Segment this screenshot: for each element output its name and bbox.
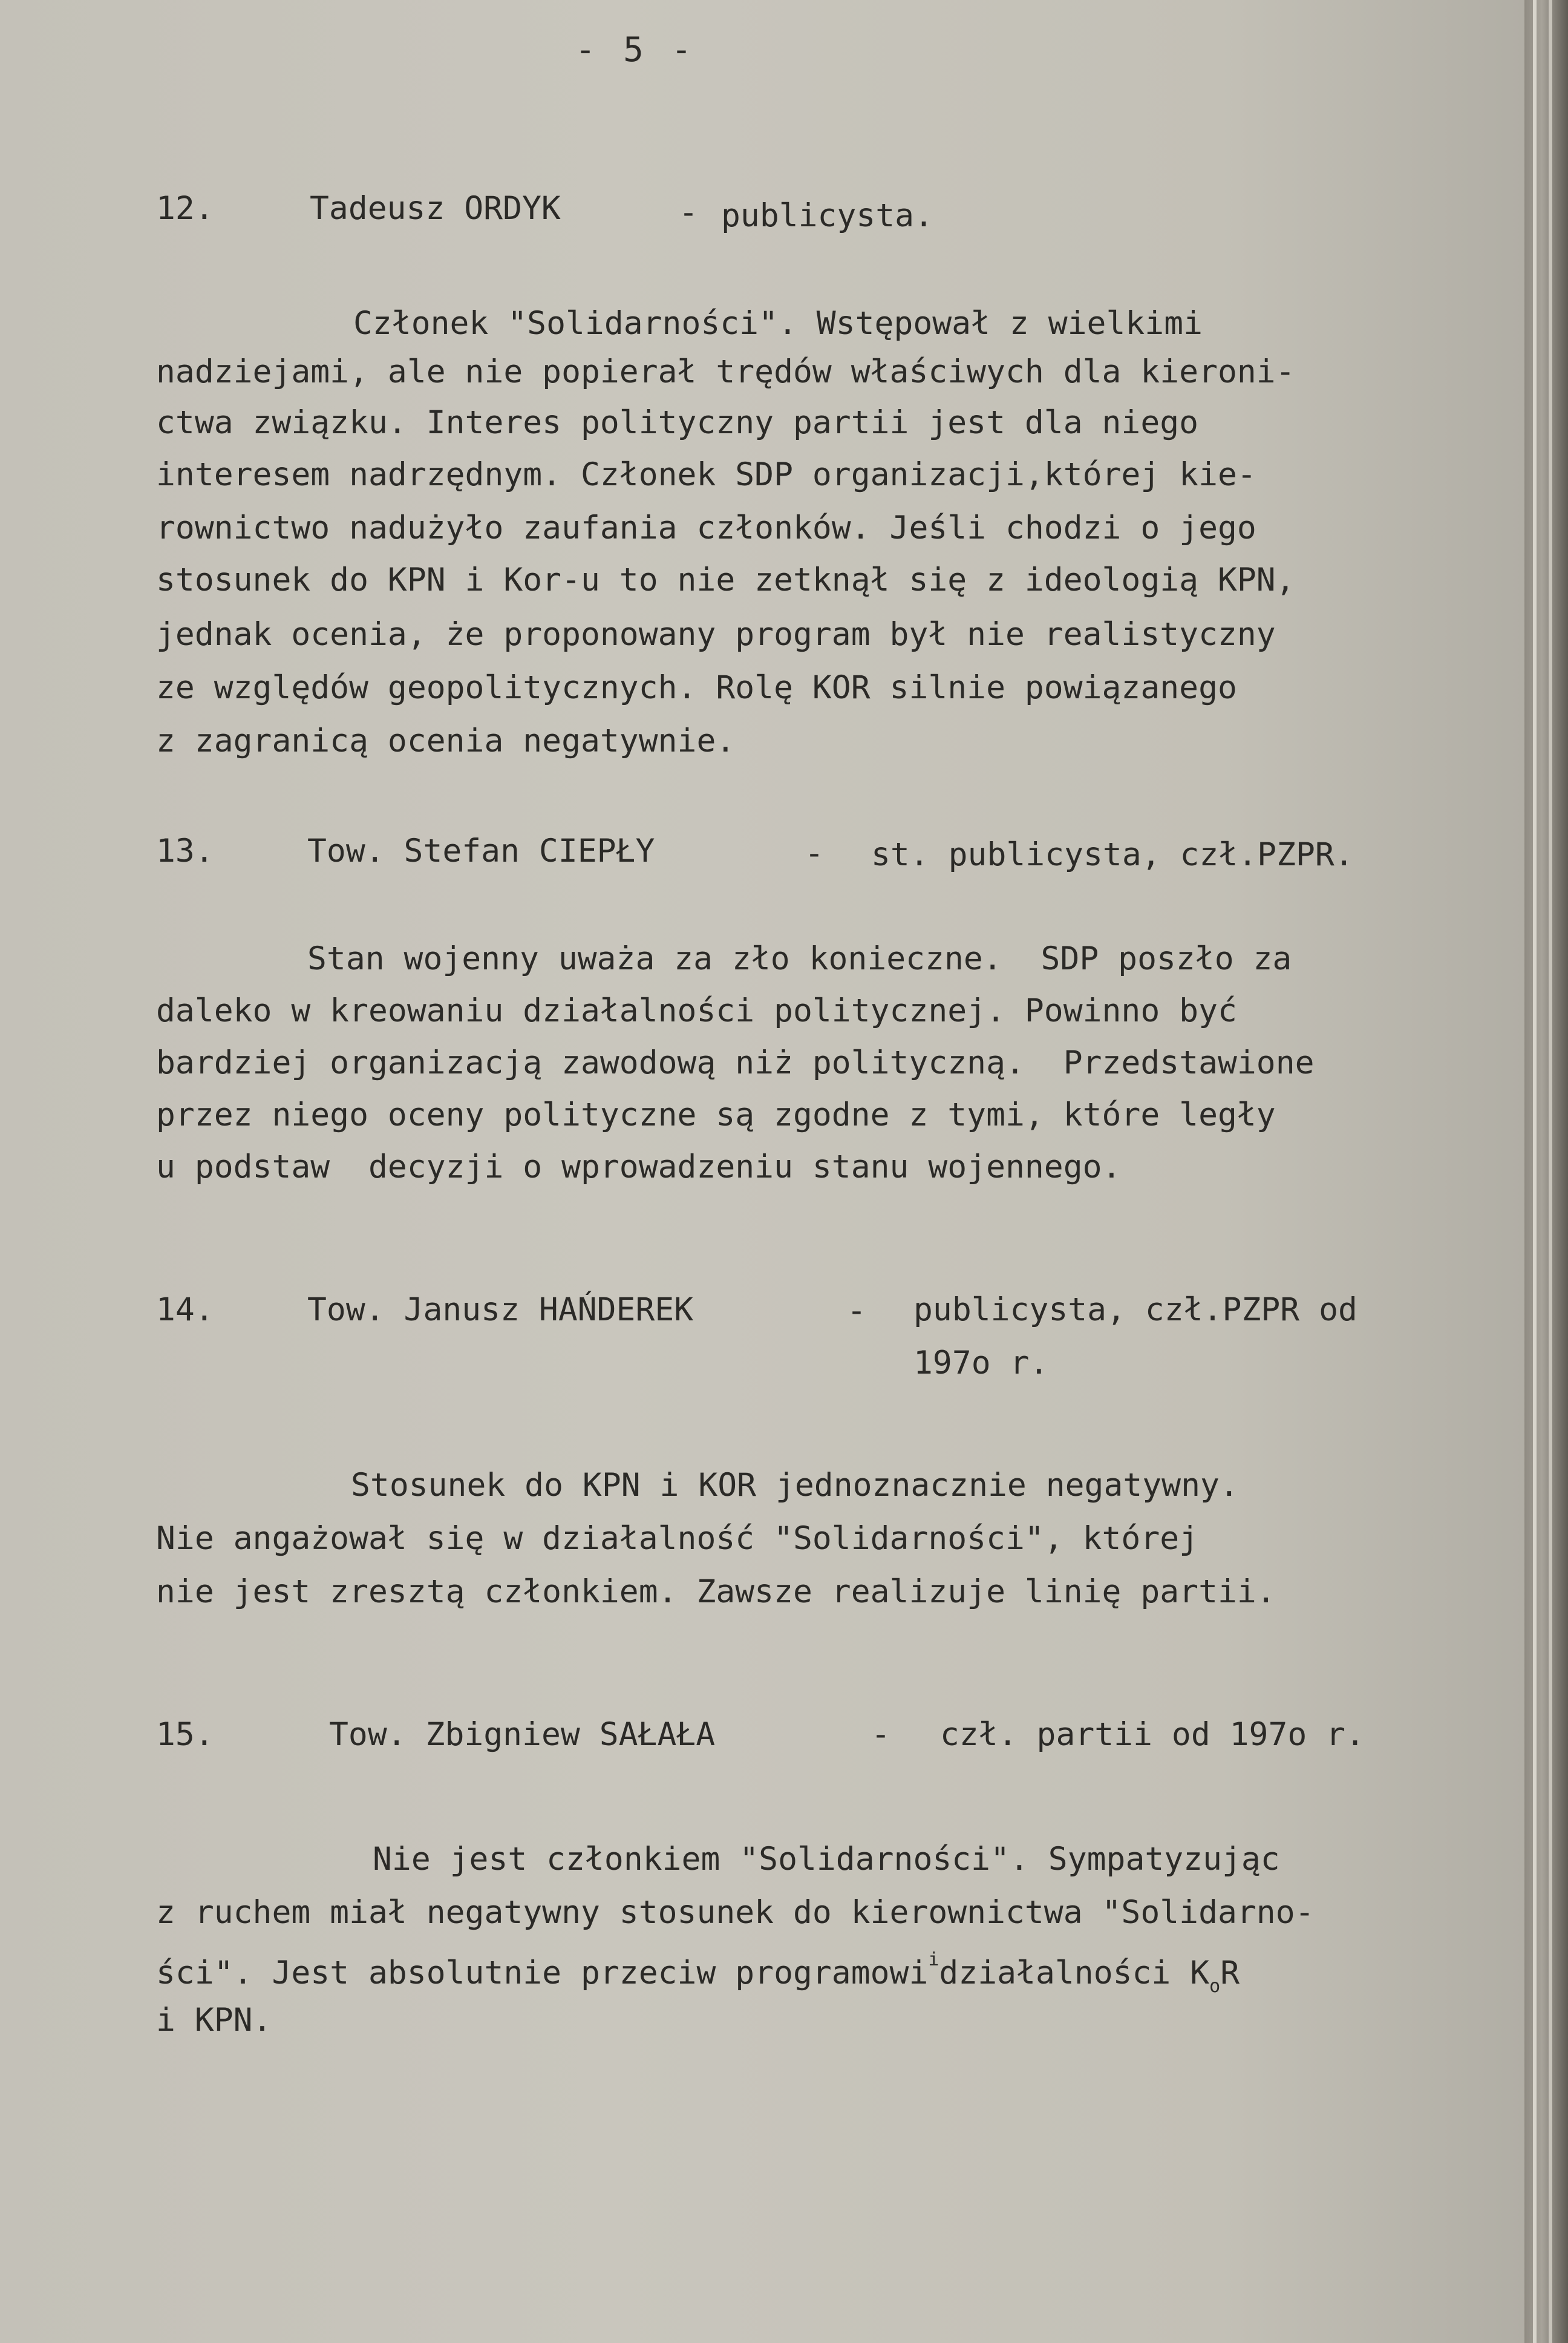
paragraph-line: Stosunek do KPN i KOR jednoznacznie negatywny. bbox=[351, 1467, 1239, 1504]
paragraph-line-mixed bbox=[156, 1951, 1240, 1996]
handwritten-insert: i bbox=[928, 1949, 939, 1970]
entry-name: Tow. Zbigniew SAŁAŁA bbox=[329, 1716, 716, 1753]
paragraph-line-end: R bbox=[1220, 1955, 1240, 1991]
entry-role: czł. partii od 197o r. bbox=[940, 1716, 1365, 1753]
page-stack-edge bbox=[1524, 0, 1568, 2343]
entry-number: 15. bbox=[156, 1716, 214, 1753]
entry-name: Tow. Stefan CIEPŁY bbox=[307, 833, 655, 870]
paragraph-line: bardziej organizacją zawodową niż polityczną. Przedstawione bbox=[156, 1044, 1315, 1081]
paragraph-line: u podstaw decyzji o wprowadzeniu stanu wojennego. bbox=[156, 1149, 1122, 1185]
paragraph-line: Członek "Solidarności". Wstępował z wielkimi bbox=[353, 305, 1203, 342]
entry-role: st. publicysta, czł.PZPR. bbox=[871, 836, 1354, 873]
paragraph-line: nie jest zresztą członkiem. Zawsze realizuje linię partii. bbox=[156, 1573, 1276, 1610]
paragraph-line: interesem nadrzędnym. Członek SDP organizacji,której kie- bbox=[156, 456, 1256, 493]
paragraph-line: z zagranicą ocenia negatywnie. bbox=[156, 723, 736, 759]
paragraph-line: ctwa związku. Interes polityczny partii jest dla niego bbox=[156, 404, 1199, 441]
paragraph-line: Nie jest członkiem "Solidarności". Sympatyzując bbox=[373, 1841, 1280, 1878]
paragraph-line: jednak ocenia, że proponowany program był nie realistyczny bbox=[156, 616, 1276, 653]
entry-role-continued: 197o r. bbox=[913, 1345, 1049, 1381]
entry-number: 14. bbox=[156, 1291, 214, 1328]
entry-name: Tadeusz ORDYK bbox=[310, 190, 561, 227]
paragraph-line-tail: działalności K bbox=[939, 1955, 1210, 1991]
paragraph-line: Nie angażował się w działalność "Solidarności", której bbox=[156, 1520, 1199, 1557]
paragraph-line: daleko w kreowaniu działalności politycznej. Powinno być bbox=[156, 992, 1237, 1029]
paragraph-line: rownictwo nadużyło zaufania członków. Jeśli chodzi o jego bbox=[156, 510, 1256, 546]
entry-number: 13. bbox=[156, 833, 214, 870]
paragraph-line: ze względów geopolitycznych. Rolę KOR silnie powiązanego bbox=[156, 669, 1237, 706]
entry-dash: - bbox=[847, 1293, 866, 1329]
entry-dash: - bbox=[805, 835, 824, 872]
entry-dash: - bbox=[871, 1716, 890, 1753]
entry-role: publicysta. bbox=[721, 197, 933, 234]
entry-role: publicysta, czł.PZPR od bbox=[913, 1291, 1357, 1328]
page-number: - 5 - bbox=[575, 30, 696, 70]
paragraph-line: z ruchem miał negatywny stosunek do kierownictwa "Solidarno- bbox=[156, 1894, 1315, 1931]
paragraph-line: przez niego oceny polityczne są zgodne z tymi, które legły bbox=[156, 1096, 1276, 1133]
entry-dash: - bbox=[679, 194, 698, 231]
paragraph-line: stosunek do KPN i Kor-u to nie zetknął się z ideologią KPN, bbox=[156, 562, 1295, 598]
paragraph-line: i KPN. bbox=[156, 2002, 272, 2039]
entry-name: Tow. Janusz HAŃDEREK bbox=[307, 1291, 694, 1328]
entry-number: 12. bbox=[156, 190, 214, 227]
handwritten-insert-subscript: o bbox=[1209, 1976, 1221, 1997]
paragraph-line: ści". Jest absolutnie przeciw programowi bbox=[156, 1955, 929, 1991]
paragraph-line: nadziejami, ale nie popierał trędów właściwych dla kieroni- bbox=[156, 353, 1295, 390]
paragraph-line: Stan wojenny uważa za zło konieczne. SDP poszło za bbox=[307, 940, 1292, 977]
